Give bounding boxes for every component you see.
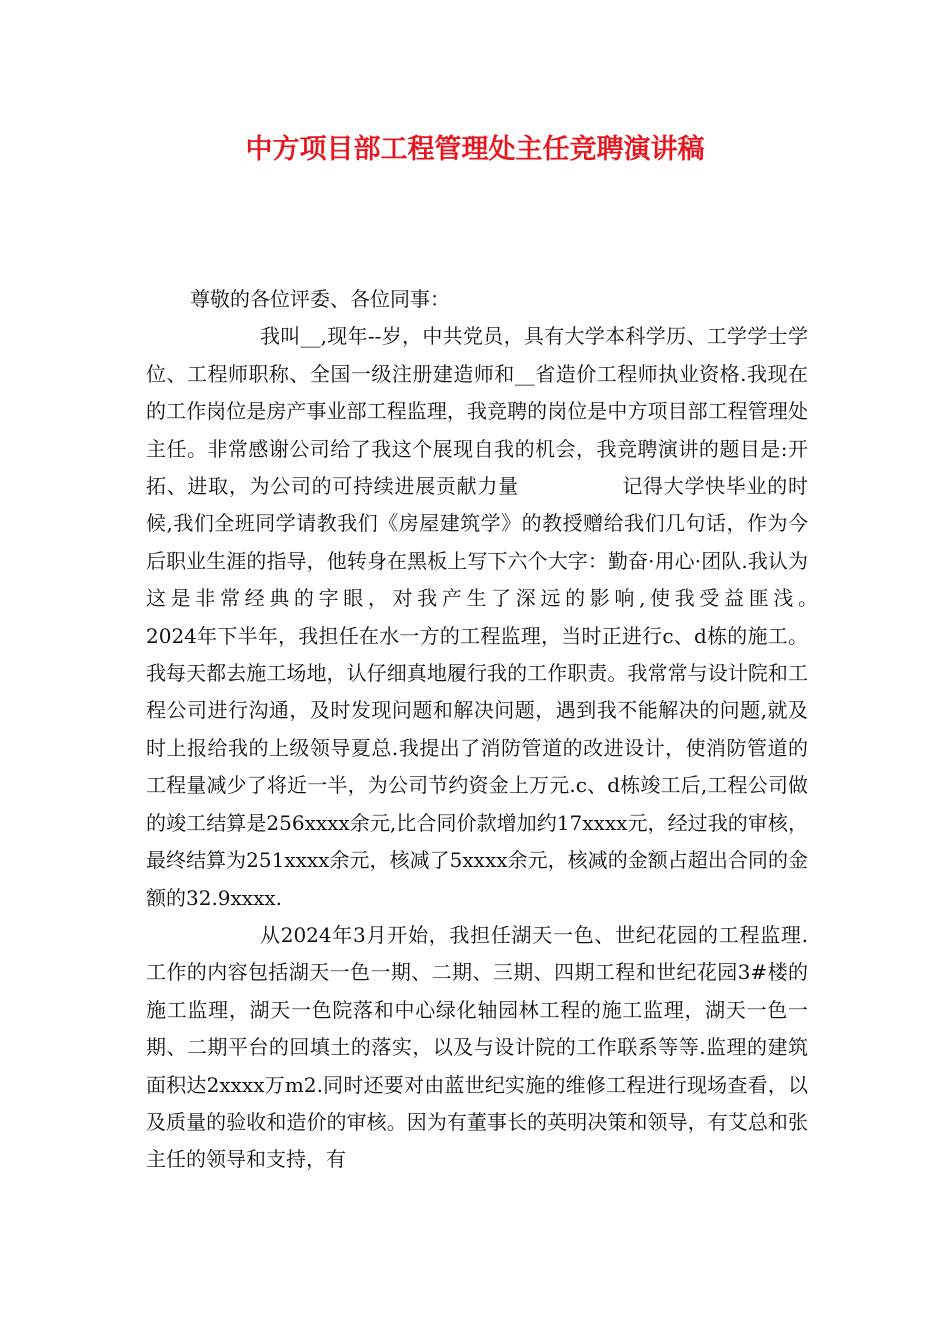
document-title: 中方项目部工程管理处主任竞聘演讲稿	[245, 134, 705, 165]
paragraph-2: 从2024年3月开始，我担任湖天一色、世纪花园的工程监理.工作的内容包括湖天一色一期、二期、三期、四期工程和世纪花园3#楼的施工监理，湖天一色院落和中心绿化轴园林工程的施工监理，湖天一色一期、二期平台的回填土的落实，以及与设计院的工作联系等等.监理的建筑面积达2xxxx万m2.同时还要对由蓝世纪实施的维修工程进行现场查看，以及质量的验收和造价的审核。因为有董事长的英明决策和领导，有艾总和张主任的领导和支持，有	[146, 922, 808, 1172]
paragraph-1: 我叫__,现年--岁，中共党员，具有大学本科学历、工学学士学位、工程师职称、全国一级注册建造师和__省造价工程师执业资格.我现在的工作岗位是房产事业部工程监理，我竞聘的岗位是中方项目部工程管理处主任。非常感谢公司给了我这个展现自我的机会，我竞聘演讲的题目是:开拓、进取，为公司的可持续进展贡献力量 记得大学快毕业的时候,我们全班同学请教我们《房屋建筑学》的教授赠给我们几句话，作为今后职业生涯的指导，他转身在黑板上写下六个大字：勤奋·用心·团队.我认为这是非常经典的字眼，对我产生了深远的影响,使我受益匪浅。 2024年下半年，我担任在水一方的工程监理，当时正进行c、d栋的施工。我每天都去施工场地，认仔细真地履行我的工作职责。我常常与设计院和工程公司进行沟通，及时发现问题和解决问题，遇到我不能解决的问题,就及时上报给我的上级领导夏总.我提出了消防管道的改进设计，使消防管道的工程量减少了将近一半，为公司节约资金上万元.c、d栋竣工后,工程公司做的竣工结算是256xxxx余元,比合同价款增加约17xxxx元，经过我的审核，最终结算为251xxxx余元，核减了5xxxx余元，核减的金额占超出合同的金额的32.9xxxx.	[146, 324, 908, 910]
salutation: 尊敬的各位评委、各位同事：	[190, 287, 450, 311]
document-body	[146, 281, 908, 1179]
